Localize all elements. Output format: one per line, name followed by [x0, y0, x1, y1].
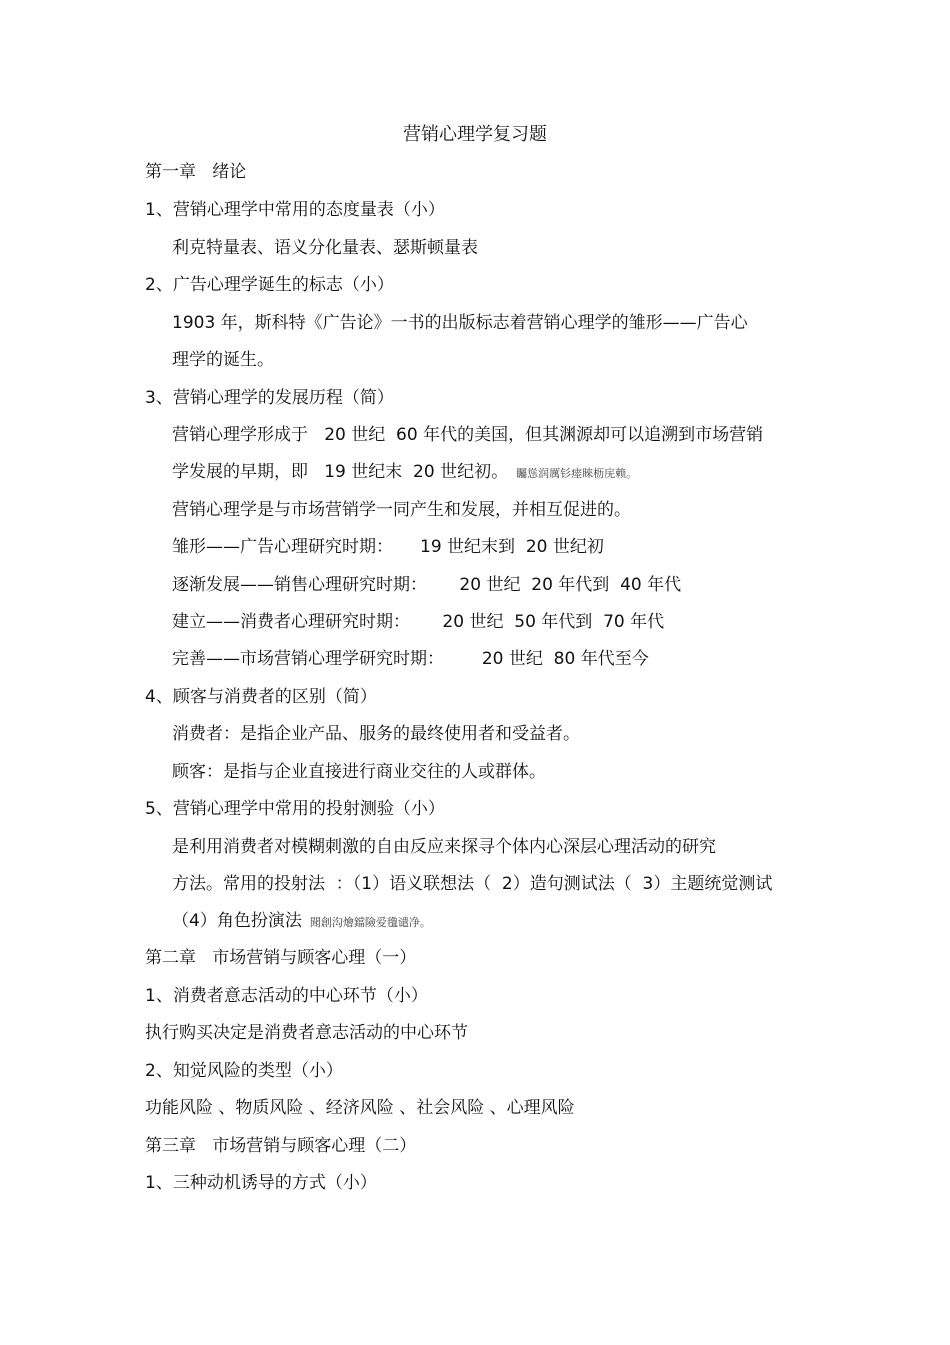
watermark-text: 矚慫润厲钐瘗睞枥庑赖。	[516, 467, 638, 480]
chapter-heading: 第二章 市场营销与顾客心理（一）	[145, 948, 417, 968]
question-heading: 1、营销心理学中常用的态度量表（小）	[145, 200, 445, 220]
question-heading: 1、三种动机诱导的方式（小）	[145, 1173, 377, 1193]
answer-text: 顾客：是指与企业直接进行商业交往的人或群体。	[172, 762, 546, 782]
question-heading: 2、知觉风险的类型（小）	[145, 1061, 343, 1081]
document-title: 营销心理学复习题	[403, 124, 547, 145]
question-heading: 5、营销心理学中常用的投射测验（小）	[145, 799, 445, 819]
answer-text: 学发展的早期，即 19 世纪末 20 世纪初。	[172, 462, 509, 482]
answer-text: 营销心理学是与市场营销学一同产生和发展，并相互促进的。	[172, 500, 631, 520]
answer-text: 完善——市场营销心理学研究时期： 20 世纪 80 年代至今	[172, 649, 649, 669]
answer-line	[172, 910, 431, 934]
answer-text: 逐渐发展——销售心理研究时期： 20 世纪 20 年代到 40 年代	[172, 575, 682, 595]
answer-text: 建立——消费者心理研究时期： 20 世纪 50 年代到 70 年代	[172, 612, 665, 632]
answer-text: （4）角色扮演法	[172, 911, 302, 931]
answer-line	[172, 461, 637, 485]
question-heading: 1、消费者意志活动的中心环节（小）	[145, 986, 428, 1006]
answer-text: 消费者：是指企业产品、服务的最终使用者和受益者。	[172, 724, 580, 744]
watermark-text: 聞創沟燴鐺險爱氇谴净。	[309, 916, 431, 929]
answer-text: 功能风险 、物质风险 、经济风险 、社会风险 、心理风险	[145, 1098, 575, 1118]
answer-text: 理学的诞生。	[172, 350, 274, 370]
answer-text: 利克特量表、语义分化量表、瑟斯顿量表	[172, 238, 478, 258]
chapter-heading: 第一章 绪论	[145, 162, 247, 182]
question-heading: 3、营销心理学的发展历程（简）	[145, 388, 394, 408]
answer-text: 是利用消费者对模糊刺激的自由反应来探寻个体内心深层心理活动的研究	[172, 837, 716, 857]
question-heading: 4、顾客与消费者的区别（简）	[145, 687, 377, 707]
chapter-heading: 第三章 市场营销与顾客心理（二）	[145, 1136, 417, 1156]
answer-text: 雏形——广告心理研究时期： 19 世纪末到 20 世纪初	[172, 537, 604, 557]
answer-text: 执行购买决定是消费者意志活动的中心环节	[145, 1023, 468, 1043]
answer-text: 1903 年，斯科特《广告论》一书的出版标志着营销心理学的雏形——广告心	[172, 313, 748, 333]
answer-text: 营销心理学形成于 20 世纪 60 年代的美国，但其渊源却可以追溯到市场营销	[172, 425, 764, 445]
answer-text: 方法。常用的投射法 ：（1）语义联想法（ 2）造句测试法（ 3）主题统觉测试	[172, 874, 773, 894]
question-heading: 2、广告心理学诞生的标志（小）	[145, 275, 394, 295]
